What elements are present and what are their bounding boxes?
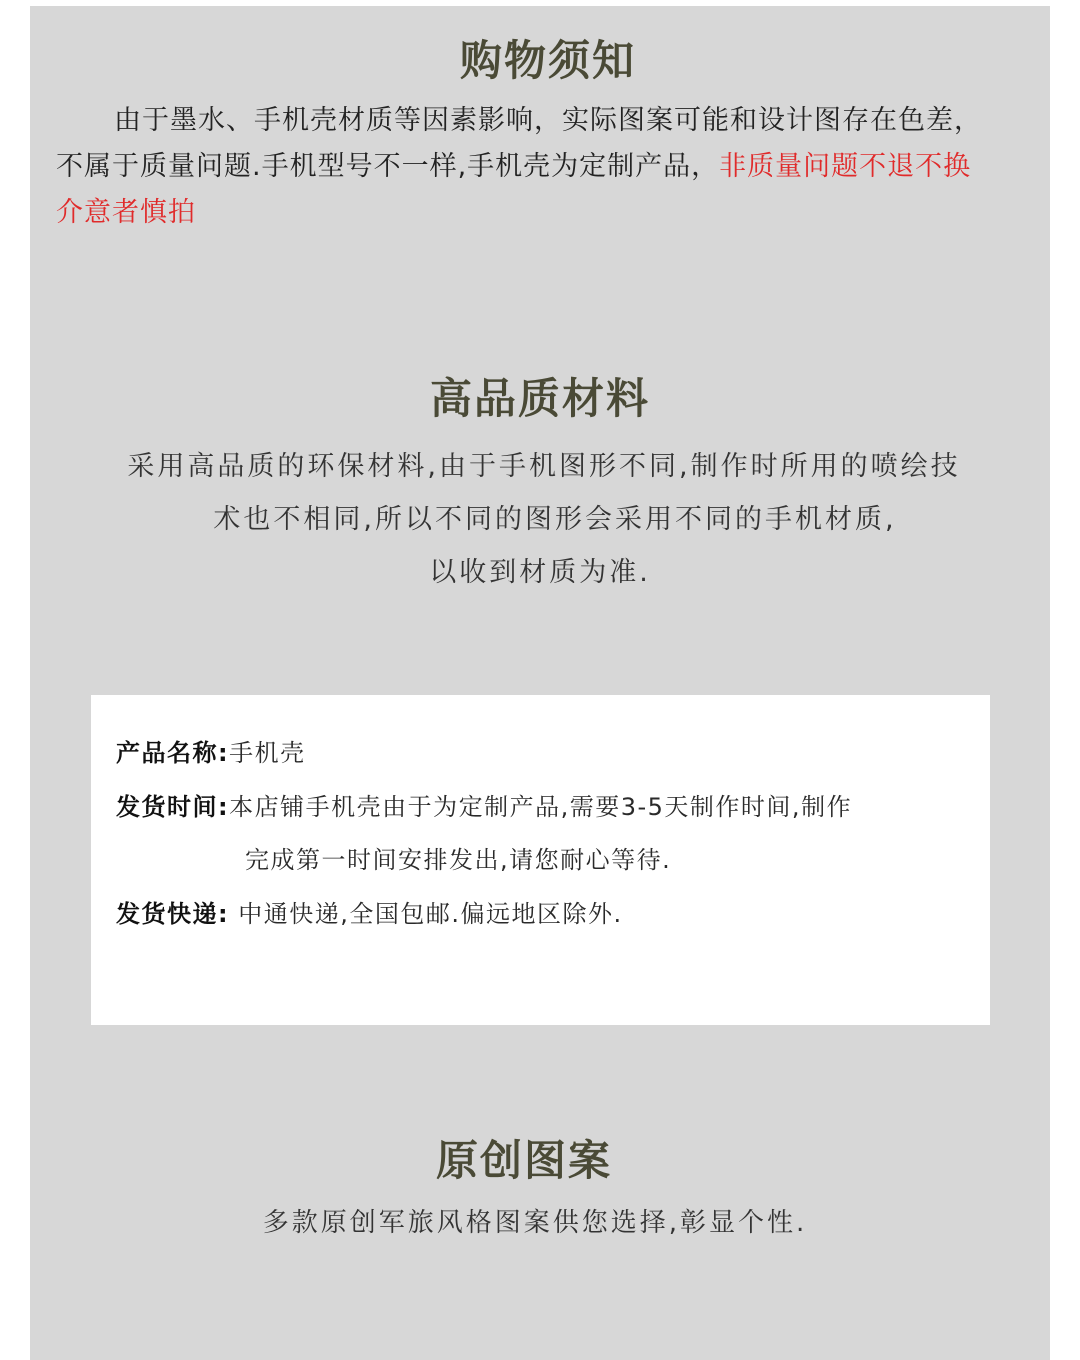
product-name-value: 手机壳 xyxy=(229,739,306,767)
notice-line-2 xyxy=(56,151,971,182)
notice-warning-red-line-3: 介意者慎拍 xyxy=(56,197,196,228)
ship-time-label: 发货时间: xyxy=(116,793,230,821)
ship-time-value-1: 本店铺手机壳由于为定制产品,需要3-5天制作时间,制作 xyxy=(229,793,853,821)
notice-line-1: 由于墨水、手机壳材质等因素影响，实际图案可能和设计图存在色差， xyxy=(114,105,982,136)
courier-label: 发货快递: xyxy=(116,900,230,928)
material-line-1: 采用高品质的环保材料,由于手机图形不同,制作时所用的喷绘技 xyxy=(127,451,961,482)
material-title: 高品质材料 xyxy=(429,374,650,423)
ship-time-row-cont xyxy=(245,840,671,875)
notice-text xyxy=(56,98,1026,236)
original-text: 多款原创军旅风格图案供您选择,彰显个性. xyxy=(262,1208,808,1238)
material-text xyxy=(30,440,1050,599)
ship-time-row xyxy=(116,787,852,822)
notice-title: 购物须知 xyxy=(459,36,636,85)
product-name-row xyxy=(116,733,306,768)
ship-time-value-2: 完成第一时间安排发出,请您耐心等待. xyxy=(245,846,672,874)
material-line-3: 以收到材质为准. xyxy=(429,557,651,588)
notice-line-2-normal: 不属于质量问题.手机型号不一样,手机壳为定制产品， xyxy=(56,151,720,182)
courier-row xyxy=(116,894,623,929)
product-info-box xyxy=(91,695,990,1025)
content-panel xyxy=(30,6,1050,1360)
product-name-label: 产品名称: xyxy=(116,739,230,767)
material-line-2: 术也不相同,所以不同的图形会采用不同的手机材质, xyxy=(213,504,897,535)
courier-value: 中通快递,全国包邮.偏远地区除外. xyxy=(229,900,623,928)
notice-warning-red: 非质量问题不退不换 xyxy=(719,151,972,182)
original-title: 原创图案 xyxy=(435,1136,612,1185)
